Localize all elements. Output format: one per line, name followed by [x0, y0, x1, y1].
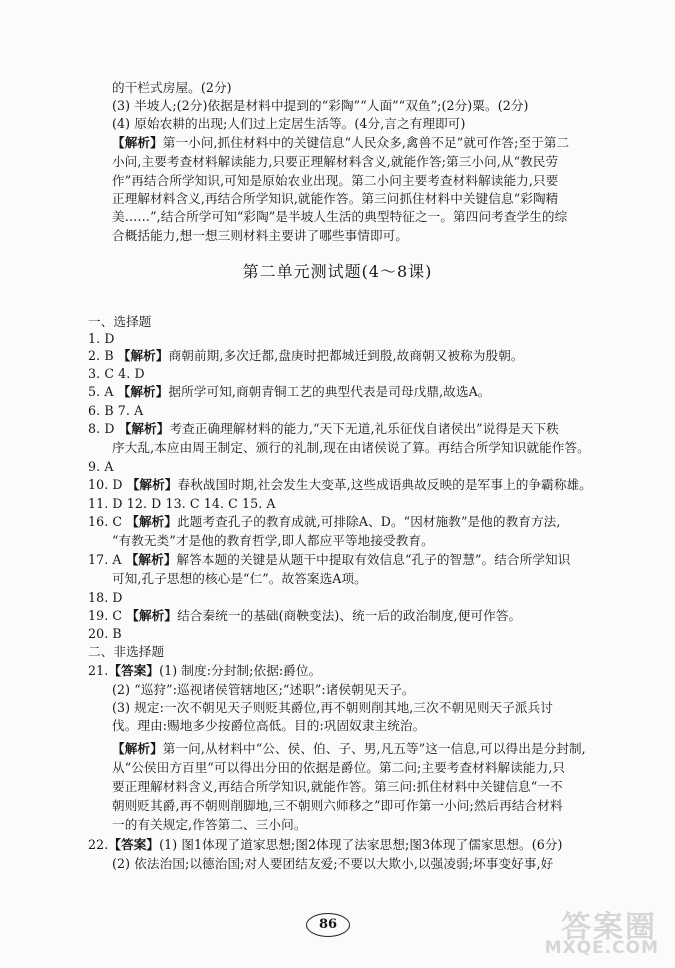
text-line: (3) 规定:一次不朝见天子则贬其爵位,再不朝则削其地,三次不朝见则天子派兵讨 [112, 700, 553, 715]
text-line: 小问,主要考查材料解读能力,只要正理解材料含义,就能作答;第三小问,从“教民劳 [112, 154, 559, 169]
answer-line: 21.【答案】(1) 制度:分封制;依据:爵位。 [88, 663, 322, 678]
text-line: 朝则贬其爵,再不朝则削脚地,三不朝则六师移之”即可作第一小问;然后再结合材料 [112, 798, 563, 813]
text-line: 正理解材料含义,再结合所学知识,就能作答。第三问抓住材料中关键信息“彩陶精 [112, 191, 559, 206]
analysis-line: 【解析】第一问,从材料中“公、侯、伯、子、男,凡五等”这一信息,可以得出是分封制, [112, 741, 586, 756]
answer-line: 1. D [88, 331, 115, 346]
text-line: 一的有关规定,作答第二、三小问。 [112, 817, 307, 832]
text-line: 作”再结合所学知识,可知是原始农业出现。第二小问主要考查材料解读能力,只要 [112, 173, 559, 188]
answer-line: 10. D 【解析】春秋战国时期,社会发生大变革,这些成语典故反映的是军事上的争霸称雄。 [88, 477, 592, 492]
answer-line: 5. A 【解析】据所学可知,商朝青铜工艺的典型代表是司母戊鼎,故选A。 [88, 384, 491, 399]
answer-line: 22.【答案】(1) 图1体现了道家思想;图2体现了法家思想;图3体现了儒家思想。(6分) [88, 837, 563, 852]
watermark-text: 答案圈 [561, 910, 657, 945]
analysis-line: 【解析】第一小问,抓住材料中的关键信息“人民众多,禽兽不足”就可作答;至于第二 [112, 135, 570, 150]
answer-line: 17. A 【解析】解答本题的关键是从题干中提取有效信息“孔子的智慧”。结合所学知识 [88, 552, 571, 567]
text-line: 从“公侯田方百里”可以得出分田的依据是爵位。第二问;主要考查材料解读能力,只 [112, 760, 566, 775]
answer-line: 9. A [88, 459, 114, 474]
text-line: “有教无类”才是他的教育哲学,即人都应平等地接受教育。 [112, 533, 434, 548]
watermark-url: MXQE.COM [544, 938, 659, 958]
section-heading: 二、非选择题 [88, 644, 165, 659]
text-line: 伐。理由:赐地多少按爵位高低。目的:巩固奴隶主统治。 [112, 718, 426, 733]
answer-line: 8. D 【解析】考查正确理解材料的能力,“天下无道,礼乐征伐自诸侯出”说得是天下秩 [88, 421, 559, 436]
answer-line: 19. C 【解析】结合秦统一的基础(商鞅变法)、统一后的政治制度,便可作答。 [88, 608, 522, 623]
page-number: 86 [306, 913, 350, 937]
text-line: 美……”,结合所学可知“彩陶”是半坡人生活的典型特征之一。第四问考查学生的综 [112, 209, 568, 224]
answer-line: 2. B 【解析】商朝前期,多次迁都,盘庚时把都城迁到殷,故商朝又被称为殷朝。 [88, 348, 524, 363]
answer-line: 3. C 4. D [88, 366, 145, 381]
analysis-tag: 【解析】 [112, 135, 163, 150]
answer-line: 11. D 12. D 13. C 14. C 15. A [88, 496, 276, 511]
answer-line: 20. B [88, 626, 122, 641]
text-line: (2) “巡狩”:巡视诸侯管辖地区;“述职”:诸侯朝见天子。 [112, 682, 415, 697]
text-line: 的干栏式房屋。(2分) [112, 80, 232, 95]
text-line: 合概括能力,想一想三则材料主要讲了哪些事情即可。 [112, 228, 409, 243]
unit-title: 第二单元测试题(4～8课) [242, 262, 433, 281]
text-line: 要正理解材料含义,再结合所学知识,就能作答。第三问:抓住材料中关键信息“一不 [112, 779, 563, 794]
watermark-logo [523, 900, 663, 960]
text-line: (4) 原始农耕的出现;人们过上定居生活等。(4分,言之有理即可) [112, 116, 466, 131]
text-line: (3) 半坡人;(2分)依据是材料中提到的“彩陶”“人面”“双鱼”;(2分)粟。(2分) [112, 98, 529, 113]
answer-line: 16. C 【解析】此题考查孔子的教育成就,可排除A、D。“因材施教”是他的教育方法, [88, 514, 561, 529]
text-line: (2) 依法治国;以德治国;对人要团结友爱;不要以大欺小,以强凌弱;坏事变好事,好 [112, 856, 554, 871]
answer-line: 18. D [88, 590, 123, 605]
section-heading: 一、选择题 [88, 314, 152, 329]
text-line: 可知,孔子思想的核心是“仁”。故答案选A项。 [112, 571, 367, 586]
text-line: 序大乱,本应由周王制定、颁行的礼制,现在由诸侯说了算。再结合所学知识就能作答。 [112, 440, 590, 455]
answer-line: 6. B 7. A [88, 403, 144, 418]
